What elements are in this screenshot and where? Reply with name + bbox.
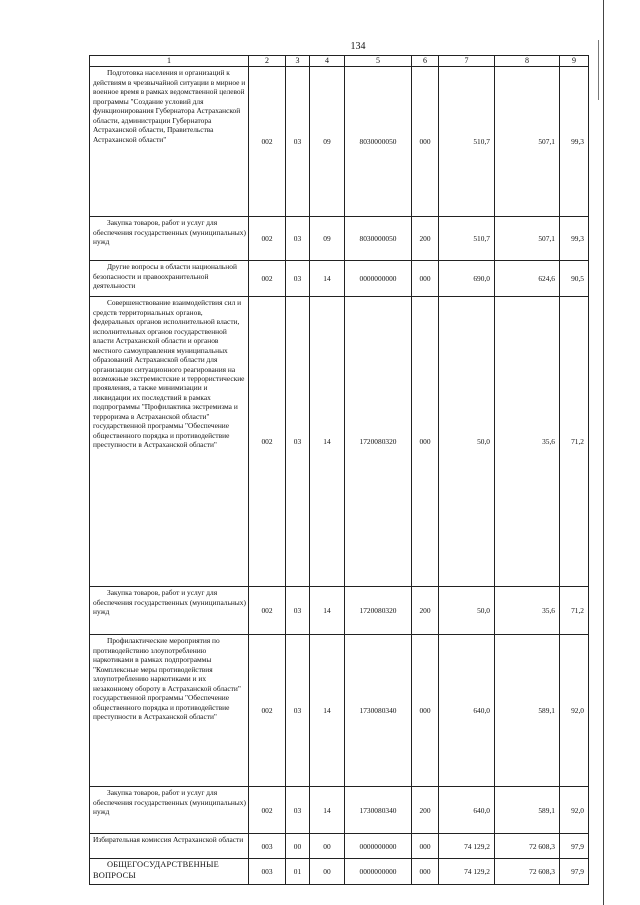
cell-percent: 99,3 bbox=[560, 67, 589, 217]
column-number-row bbox=[90, 56, 589, 67]
table-row bbox=[90, 67, 589, 217]
row-name: Совершенствование взаимодействия сил и средств территориальных органов, федеральных органов исполнительной власти, исполнительных органов государственной власти Астраханской области и органов местного самоуправления муниципальных образований Астраханской области для организации ситуационного реагирования на возможные экстремистские и террористические проявления, а также минимизации и ликвидации их последствий в рамках подпрограммы "Профилактика экстремизма и терроризма в Астраханской области" государственной программы "Обеспечение общественного порядка и противодействие преступности в Астраханской области" bbox=[90, 297, 249, 587]
cell-subsection: 14 bbox=[310, 635, 345, 787]
cell-actual: 507,1 bbox=[495, 67, 560, 217]
table-row bbox=[90, 859, 589, 885]
cell-subsection: 09 bbox=[310, 217, 345, 261]
row-name: Другие вопросы в области национальной безопасности и правоохранительной деятельности bbox=[90, 261, 249, 297]
cell-percent: 71,2 bbox=[560, 297, 589, 587]
cell-section: 03 bbox=[286, 261, 310, 297]
column-header: 9 bbox=[560, 56, 589, 67]
cell-section: 01 bbox=[286, 859, 310, 885]
row-name: Закупка товаров, работ и услуг для обеспечения государственных (муниципальных) нужд bbox=[90, 217, 249, 261]
cell-percent: 97,9 bbox=[560, 859, 589, 885]
table-row bbox=[90, 635, 589, 787]
table-row bbox=[90, 217, 589, 261]
row-name: Избирательная комиссия Астраханской области bbox=[90, 834, 249, 859]
cell-planned: 510,7 bbox=[439, 217, 495, 261]
cell-admin-code: 003 bbox=[249, 834, 286, 859]
cell-section: 03 bbox=[286, 635, 310, 787]
cell-section: 03 bbox=[286, 67, 310, 217]
row-name: Закупка товаров, работ и услуг для обеспечения государственных (муниципальных) нужд bbox=[90, 587, 249, 635]
cell-actual: 72 608,3 bbox=[495, 859, 560, 885]
cell-actual: 589,1 bbox=[495, 787, 560, 834]
cell-section: 03 bbox=[286, 297, 310, 587]
cell-admin-code: 002 bbox=[249, 587, 286, 635]
row-name: ОБЩЕГОСУДАРСТВЕННЫЕ ВОПРОСЫ bbox=[90, 859, 249, 885]
cell-planned: 690,0 bbox=[439, 261, 495, 297]
cell-target-item: 1730080340 bbox=[345, 635, 412, 787]
cell-planned: 640,0 bbox=[439, 787, 495, 834]
cell-section: 03 bbox=[286, 587, 310, 635]
scan-margin-line-short bbox=[598, 40, 599, 100]
column-header: 8 bbox=[495, 56, 560, 67]
cell-percent: 71,2 bbox=[560, 587, 589, 635]
cell-actual: 35,6 bbox=[495, 297, 560, 587]
cell-percent: 92,0 bbox=[560, 635, 589, 787]
cell-expense-type: 000 bbox=[412, 67, 439, 217]
cell-subsection: 14 bbox=[310, 587, 345, 635]
cell-section: 03 bbox=[286, 217, 310, 261]
cell-subsection: 09 bbox=[310, 67, 345, 217]
cell-planned: 510,7 bbox=[439, 67, 495, 217]
cell-admin-code: 002 bbox=[249, 297, 286, 587]
scan-margin-line bbox=[603, 0, 604, 905]
column-header: 6 bbox=[412, 56, 439, 67]
cell-planned: 50,0 bbox=[439, 587, 495, 635]
table-row bbox=[90, 587, 589, 635]
cell-subsection: 00 bbox=[310, 834, 345, 859]
cell-percent: 99,3 bbox=[560, 217, 589, 261]
cell-actual: 72 608,3 bbox=[495, 834, 560, 859]
cell-target-item: 0000000000 bbox=[345, 834, 412, 859]
cell-target-item: 1730080340 bbox=[345, 787, 412, 834]
cell-target-item: 8030000050 bbox=[345, 217, 412, 261]
column-header: 5 bbox=[345, 56, 412, 67]
table-row bbox=[90, 834, 589, 859]
page-number: 134 bbox=[350, 41, 366, 52]
cell-admin-code: 002 bbox=[249, 787, 286, 834]
cell-admin-code: 002 bbox=[249, 217, 286, 261]
cell-admin-code: 002 bbox=[249, 635, 286, 787]
cell-target-item: 1720080320 bbox=[345, 297, 412, 587]
cell-expense-type: 200 bbox=[412, 217, 439, 261]
row-name: Профилактические мероприятия по противодействию злоупотреблению наркотиками в рамках подпрограммы "Комплексные меры противодействия злоупотреблению наркотиками и их незаконному обороту в Астраханской области" государственной программы "Обеспечение общественного порядка и противодействие преступности в Астраханской области" bbox=[90, 635, 249, 787]
cell-expense-type: 000 bbox=[412, 635, 439, 787]
column-header: 4 bbox=[310, 56, 345, 67]
cell-admin-code: 002 bbox=[249, 67, 286, 217]
cell-target-item: 0000000000 bbox=[345, 261, 412, 297]
cell-actual: 589,1 bbox=[495, 635, 560, 787]
column-header: 2 bbox=[249, 56, 286, 67]
row-name: Подготовка населения и организаций к действиям в чрезвычайной ситуации в мирное и военное время в рамках ведомственной целевой программы "Создание условий для функционирования Губернатора Астраханской области, администрации Губернатора Астраханской области, Правительства Астраханской области" bbox=[90, 67, 249, 217]
cell-section: 03 bbox=[286, 787, 310, 834]
cell-percent: 97,9 bbox=[560, 834, 589, 859]
cell-target-item: 8030000050 bbox=[345, 67, 412, 217]
cell-actual: 624,6 bbox=[495, 261, 560, 297]
table-row bbox=[90, 297, 589, 587]
cell-expense-type: 000 bbox=[412, 859, 439, 885]
cell-planned: 74 129,2 bbox=[439, 859, 495, 885]
cell-percent: 90,5 bbox=[560, 261, 589, 297]
cell-subsection: 14 bbox=[310, 261, 345, 297]
cell-expense-type: 000 bbox=[412, 297, 439, 587]
budget-table bbox=[89, 55, 589, 885]
cell-section: 00 bbox=[286, 834, 310, 859]
cell-expense-type: 200 bbox=[412, 787, 439, 834]
table-row bbox=[90, 787, 589, 834]
cell-expense-type: 000 bbox=[412, 834, 439, 859]
cell-expense-type: 000 bbox=[412, 261, 439, 297]
cell-subsection: 14 bbox=[310, 297, 345, 587]
cell-planned: 50,0 bbox=[439, 297, 495, 587]
row-name: Закупка товаров, работ и услуг для обеспечения государственных (муниципальных) нужд bbox=[90, 787, 249, 834]
cell-percent: 92,0 bbox=[560, 787, 589, 834]
cell-target-item: 1720080320 bbox=[345, 587, 412, 635]
cell-admin-code: 003 bbox=[249, 859, 286, 885]
column-header: 7 bbox=[439, 56, 495, 67]
cell-target-item: 0000000000 bbox=[345, 859, 412, 885]
cell-planned: 74 129,2 bbox=[439, 834, 495, 859]
column-header: 3 bbox=[286, 56, 310, 67]
cell-actual: 35,6 bbox=[495, 587, 560, 635]
cell-admin-code: 002 bbox=[249, 261, 286, 297]
cell-expense-type: 200 bbox=[412, 587, 439, 635]
table-row bbox=[90, 261, 589, 297]
cell-subsection: 14 bbox=[310, 787, 345, 834]
cell-subsection: 00 bbox=[310, 859, 345, 885]
cell-planned: 640,0 bbox=[439, 635, 495, 787]
cell-actual: 507,1 bbox=[495, 217, 560, 261]
column-header: 1 bbox=[90, 56, 249, 67]
